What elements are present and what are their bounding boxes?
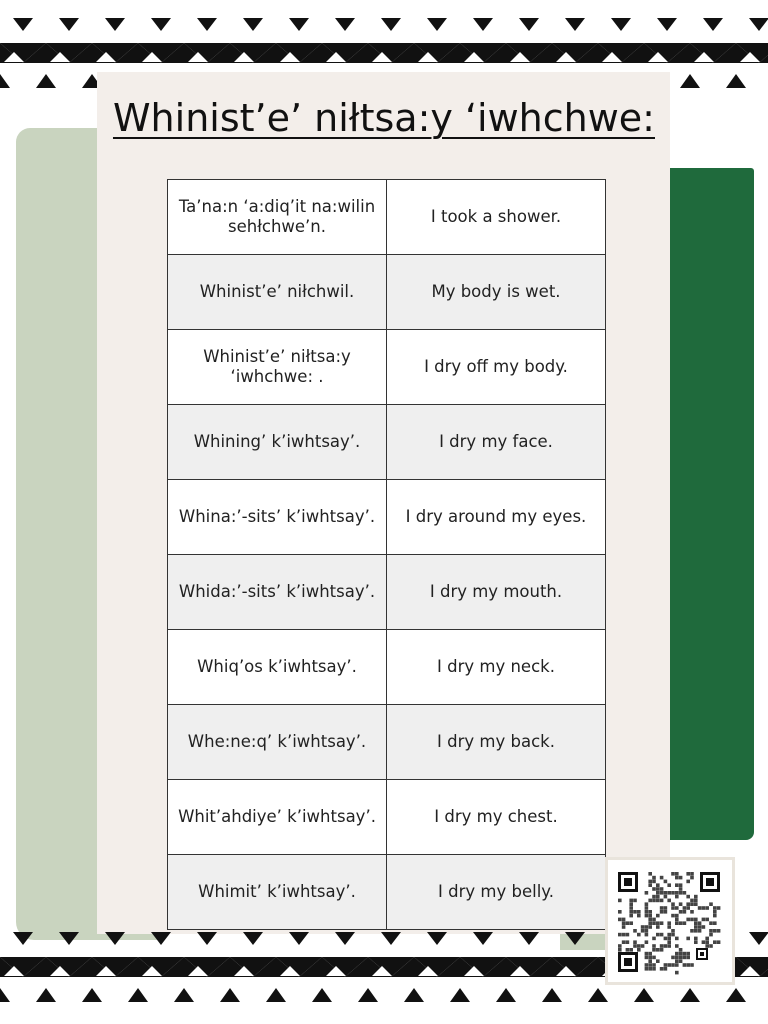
page-title: Whinist’e’ niłtsa:y ‘iwhchwe: — [112, 96, 655, 140]
hupa-phrase: Whit’ahdiye’ k’iwhtsay’. — [168, 780, 387, 855]
english-translation: My body is wet. — [387, 255, 606, 330]
hupa-phrase: Ta’na:n ‘a:diq’it na:wilin sehłchwe’n. — [168, 180, 387, 255]
table-row — [168, 405, 606, 480]
table-row — [168, 330, 606, 405]
english-translation: I dry off my body. — [387, 330, 606, 405]
table-row — [168, 780, 606, 855]
table-row — [168, 630, 606, 705]
hupa-phrase: Whining’ k’iwhtsay’. — [168, 405, 387, 480]
hupa-phrase: Whe:ne:q’ k’iwhtsay’. — [168, 705, 387, 780]
english-translation: I dry my mouth. — [387, 555, 606, 630]
table-row — [168, 180, 606, 255]
hupa-phrase: Whiq’os k’iwhtsay’. — [168, 630, 387, 705]
english-translation: I dry my neck. — [387, 630, 606, 705]
hupa-phrase: Whinist’e’ niłtsa:y ‘iwhchwe: . — [168, 330, 387, 405]
hupa-phrase: Whida:’-sits’ k’iwhtsay’. — [168, 555, 387, 630]
table-row — [168, 480, 606, 555]
qr-code[interactable] — [608, 860, 732, 982]
english-translation: I dry my face. — [387, 405, 606, 480]
hupa-phrase: Whinist’e’ niłchwil. — [168, 255, 387, 330]
table-row — [168, 705, 606, 780]
hupa-phrase: Whimit’ k’iwhtsay’. — [168, 855, 387, 930]
english-translation: I dry my back. — [387, 705, 606, 780]
hupa-phrase: Whina:’-sits’ k’iwhtsay’. — [168, 480, 387, 555]
english-translation: I dry my belly. — [387, 855, 606, 930]
english-translation: I dry around my eyes. — [387, 480, 606, 555]
table-row — [168, 855, 606, 930]
table-row — [168, 555, 606, 630]
table-row — [168, 255, 606, 330]
vocabulary-table — [167, 179, 606, 930]
english-translation: I took a shower. — [387, 180, 606, 255]
english-translation: I dry my chest. — [387, 780, 606, 855]
